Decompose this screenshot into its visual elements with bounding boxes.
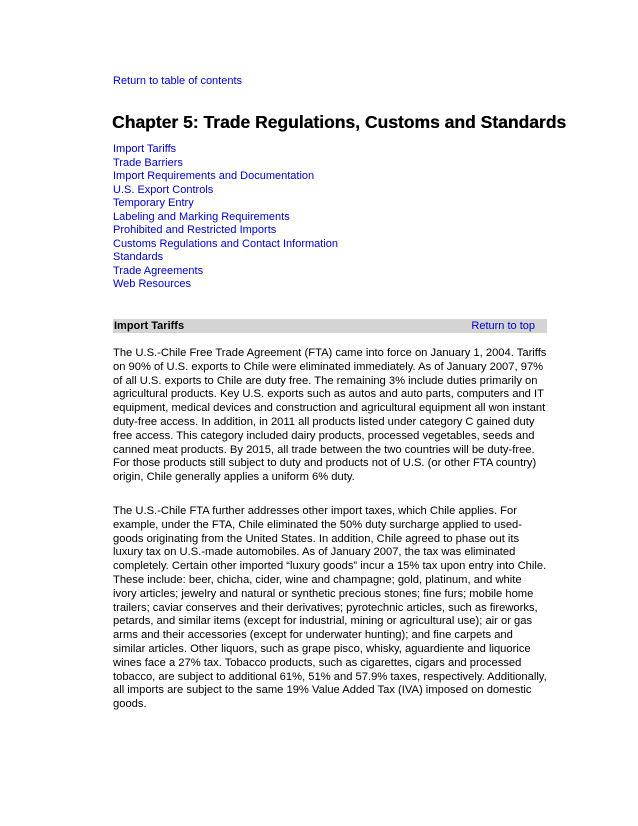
- toc-link-trade-barriers[interactable]: Trade Barriers: [113, 156, 183, 169]
- toc-link-web-resources[interactable]: Web Resources: [113, 278, 192, 290]
- toc-link-import-tariffs[interactable]: Import Tariffs: [113, 143, 177, 155]
- paragraph: The U.S.-Chile Free Trade Agreement (FTA) came into force on January 1, 2004. Tariffs on 90% of U.S. exports to Chile were eliminated immediately. As of January 2007, 97% of all U.S. exports to Chile are duty free. The remaining 3% include duties primarily on agricultural products. Key U.S. exports such as autos and auto parts, computers and IT equipment, medical devices and construction and agricultural equipment all won instant duty-free access. In addition, in 2011 all products listed under category C gained duty free access. This category included dairy products, processed vegetables, seeds and canned meat products. By 2015, all trade between the two countries will be duty-free. For those products still subject to duty and products not of U.S. (or other FTA country) origin, Chile generally applies a uniform 6% duty.: [113, 347, 547, 484]
- return-to-toc-link[interactable]: Return to table of contents: [113, 75, 243, 87]
- section-header-bar: [113, 319, 547, 333]
- chapter-title: Chapter 5: Trade Regulations, Customs and Standards: [112, 112, 567, 132]
- chapter-toc: [113, 143, 338, 292]
- paragraph: The U.S.-Chile FTA further addresses other import taxes, which Chile applies. For example, under the FTA, Chile eliminated the 50% duty surcharge applied to used-goods originating from the United States. In addition, Chile agreed to phase out its luxury tax on U.S.-made automobiles. As of January 2007, the tax was eliminated completely. Certain other imported “luxury goods” incur a 15% tax upon entry into Chile. These include: beer, chicha, cider, wine and champagne; gold, platinum, and white ivory articles; jewelry and natural or synthetic precious stones; fine furs; mobile home trailers; caviar conserves and their derivatives; pyrotechnic articles, such as fireworks, petards, and similar items (except for industrial, mining or agricultural use); air or gas arms and their accessories (except for underwater hunting); and fine carpets and similar articles. Other liquors, such as grape pisco, whisky, aguardiente and liquorice wines face a 27% tax. Tobacco products, such as cigarettes, cigars and processed tobacco, are subject to additional 61%, 51% and 57.9% taxes, respectively. Additionally, all imports are subject to the same 19% Value Added Tax (IVA) imposed on domestic goods.: [113, 505, 547, 711]
- return-to-top-link[interactable]: Return to top: [471, 320, 535, 332]
- toc-link-trade-agreements[interactable]: Trade Agreements: [113, 264, 204, 277]
- toc-link-standards[interactable]: Standards: [113, 251, 164, 263]
- toc-link-export-controls[interactable]: U.S. Export Controls: [113, 183, 214, 196]
- section-title: Import Tariffs: [114, 320, 185, 332]
- toc-link-customs-regulations[interactable]: Customs Regulations and Contact Information: [113, 237, 339, 250]
- toc-link-temporary-entry[interactable]: Temporary Entry: [113, 197, 194, 209]
- toc-link-prohibited-imports[interactable]: Prohibited and Restricted Imports: [113, 224, 277, 236]
- toc-link-import-requirements[interactable]: Import Requirements and Documentation: [113, 170, 315, 182]
- toc-link-labeling-marking[interactable]: Labeling and Marking Requirements: [113, 210, 290, 223]
